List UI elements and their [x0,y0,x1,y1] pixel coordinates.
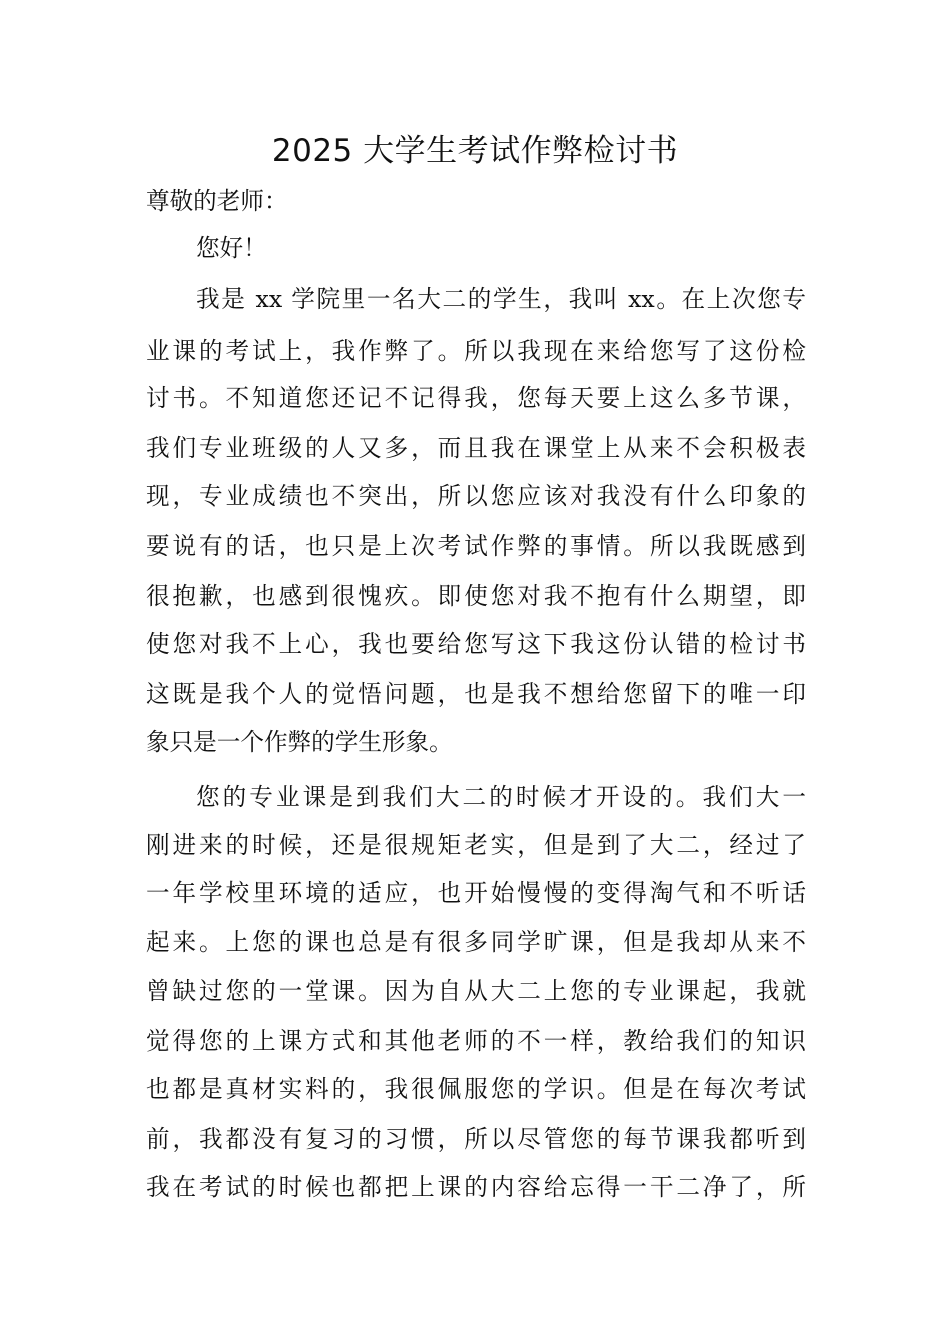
paragraph-1-line-1: 我是 xx 学院里一名大二的学生，我叫 xx。在上次您专 [196,285,806,313]
paragraph-1-line-6: 要说有的话，也只是上次考试作弊的事情。所以我既感到 [146,532,806,560]
paragraph-1-line-5: 现，专业成绩也不突出，所以您应该对我没有什么印象的 [146,482,806,510]
paragraph-1-line-4: 我们专业班级的人又多，而且我在课堂上从来不会积极表 [146,434,806,462]
paragraph-1-line-7: 很抱歉，也感到很愧疚。即使您对我不抱有什么期望，即 [146,582,806,610]
greeting: 您好！ [196,234,267,262]
paragraph-1-line-9: 这既是我个人的觉悟问题，也是我不想给您留下的唯一印 [146,680,806,708]
salutation: 尊敬的老师： [146,187,288,215]
paragraph-1-line-3: 讨书。不知道您还记不记得我，您每天要上这么多节课， [146,384,806,412]
paragraph-2-line-8: 前，我都没有复习的习惯，所以尽管您的每节课我都听到 [146,1125,806,1153]
paragraph-2-line-5: 曾缺过您的一堂课。因为自从大二上您的专业课起，我就 [146,977,806,1005]
paragraph-1-line-2: 业课的考试上，我作弊了。所以我现在来给您写了这份检 [146,337,806,365]
paragraph-2-line-2: 刚进来的时候，还是很规矩老实，但是到了大二，经过了 [146,831,806,859]
paragraph-2-line-4: 起来。上您的课也总是有很多同学旷课，但是我却从来不 [146,928,806,956]
paragraph-1-line-10: 象只是一个作弊的学生形象。 [146,728,453,756]
paragraph-2-line-3: 一年学校里环境的适应，也开始慢慢的变得淘气和不听话 [146,879,806,907]
paragraph-2-line-7: 也都是真材实料的，我很佩服您的学识。但是在每次考试 [146,1075,806,1103]
document-title: 2025 大学生考试作弊检讨书 [271,133,679,169]
paragraph-1-line-8: 使您对我不上心，我也要给您写这下我这份认错的检讨书 [146,630,806,658]
paragraph-2-line-9: 我在考试的时候也都把上课的内容给忘得一干二净了，所 [146,1173,806,1201]
paragraph-2-line-6: 觉得您的上课方式和其他老师的不一样，教给我们的知识 [146,1027,806,1055]
paragraph-2-line-1: 您的专业课是到我们大二的时候才开设的。我们大一 [196,783,806,811]
